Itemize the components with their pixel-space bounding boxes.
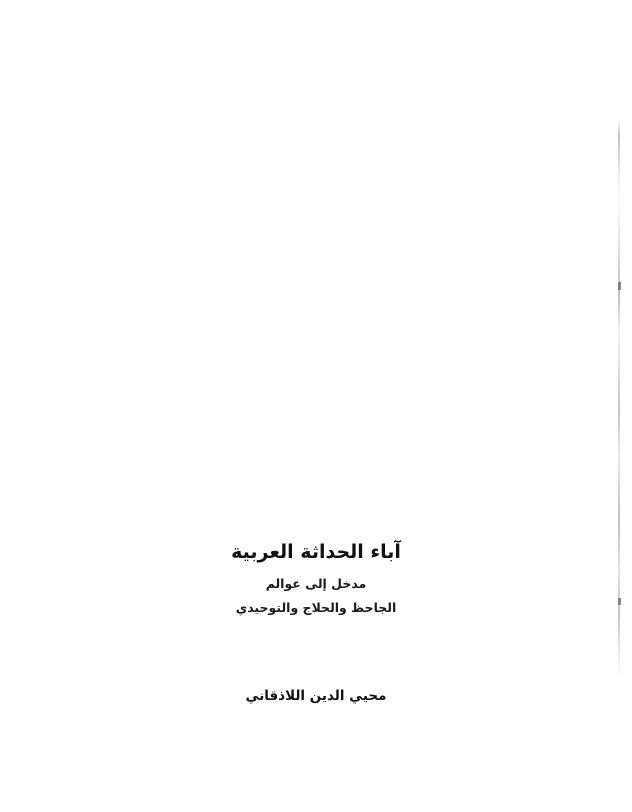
book-author: محيي الدين اللاذقاني — [245, 688, 387, 704]
scan-edge-mark-upper — [618, 282, 621, 290]
cover-title-block — [0, 540, 632, 617]
cover-author-block — [0, 688, 632, 704]
book-subtitle-line-1: مدخل إلى عوالم — [265, 575, 367, 591]
book-title: آباء الحداثة العربية — [231, 541, 401, 563]
book-subtitle-line-2: الجاحظ والحلاج والتوحيدي — [235, 600, 397, 616]
